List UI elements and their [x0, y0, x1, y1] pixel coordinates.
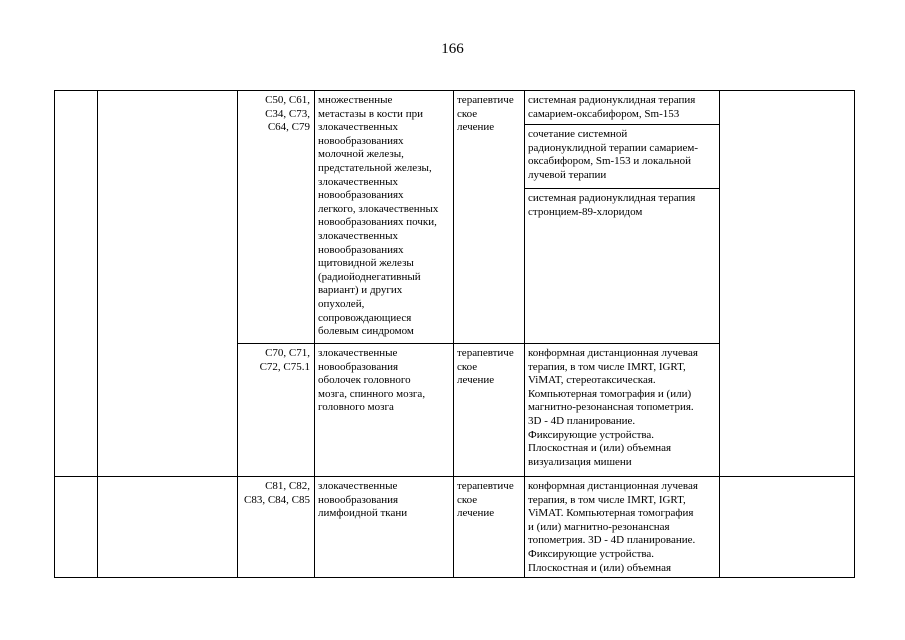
condition-cell: [315, 477, 454, 578]
empty-cell-price: [720, 477, 855, 578]
condition-text: злокачественные новообразования оболочек головного мозга, спинного мозга, головного мозга: [318, 347, 426, 414]
icd-codes: C50, C61, C34, C73, C64, C79: [265, 94, 310, 134]
treatment-type-cell: [454, 91, 525, 344]
method-cell: [525, 477, 720, 578]
condition-text: злокачественные новообразования лимфоидной ткани: [318, 480, 408, 520]
empty-cell-number: [55, 91, 98, 477]
condition-cell: [315, 91, 454, 344]
page-number: 166: [441, 41, 464, 57]
method-text: сочетание системной радионуклидной терапии самарием- оксабифором, Sm-153 и локальной лучевой терапии: [525, 125, 719, 189]
icd-codes-cell: [238, 477, 315, 578]
icd-codes: C70, C71, C72, C75.1: [259, 347, 310, 373]
empty-cell-profile: [98, 91, 238, 477]
method-text: конформная дистанционная лучевая терапия, в том числе IMRT, IGRT, ViMAT, стереотаксическая. Компьютерная томография и (или) магнитно-резонансная топометрия. 3D - 4D планирование. Фиксирующие устройства. Плоскостная и (или) объемная визуализация мишени: [528, 347, 698, 468]
table-row: [55, 477, 855, 578]
condition-cell: [315, 344, 454, 477]
empty-cell-number: [55, 477, 98, 578]
treatment-type: терапевтиче ское лечение: [457, 480, 514, 520]
icd-codes-cell: [238, 344, 315, 477]
method-text: системная радионуклидная терапия самарием-оксабифором, Sm-153: [525, 91, 719, 125]
treatment-type: терапевтиче ское лечение: [457, 94, 514, 134]
empty-cell-profile: [98, 477, 238, 578]
treatment-type-cell: [454, 344, 525, 477]
treatment-table: [54, 90, 855, 578]
treatment-type-cell: [454, 477, 525, 578]
condition-text: множественные метастазы в кости при злокачественных новообразованиях молочной железы, предстательной железы, злокачественных новообразованиях легкого, злокачественных новообразованиях почки, злокачественных новообразованиях щитовидной железы (радиойоднегативный вариант) и других опухолей, сопровождающиеся болевым синдромом: [318, 94, 439, 338]
icd-codes: C81, C82, C83, C84, C85: [243, 480, 310, 506]
method-text: конформная дистанционная лучевая терапия, в том числе IMRT, IGRT, ViMAT. Компьютерная томография и (или) магнитно-резонансная топометрия. 3D - 4D планирование. Фиксирующие устройства. Плоскостная и (или) объемная: [528, 480, 698, 574]
method-cell: [525, 91, 720, 344]
table-row: [55, 91, 855, 344]
method-text: системная радионуклидная терапия стронцием-89-хлоридом: [528, 192, 696, 218]
treatment-type: терапевтиче ское лечение: [457, 347, 514, 387]
empty-cell-price: [720, 91, 855, 477]
method-cell: [525, 344, 720, 477]
icd-codes-cell: [238, 91, 315, 344]
